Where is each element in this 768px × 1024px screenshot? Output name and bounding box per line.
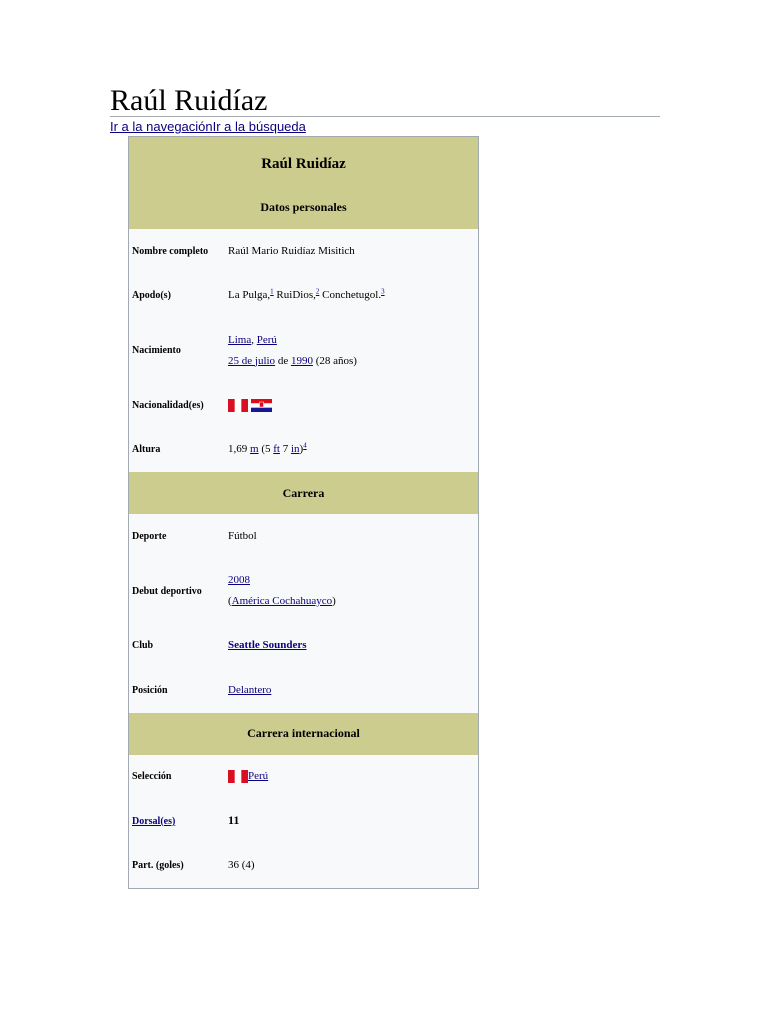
skip-to-navigation-link[interactable]: Ir a la navegación <box>110 119 213 134</box>
row-sport <box>129 514 478 559</box>
national-team-link[interactable]: Perú <box>248 770 269 783</box>
nickname-1: La Pulga, <box>228 289 271 302</box>
value-height <box>228 439 478 460</box>
section-personal-data: Datos personales <box>129 187 478 229</box>
nickname-2: RuiDios, <box>273 289 316 302</box>
height-number: 1,69 <box>228 443 250 456</box>
skip-to-search-link[interactable]: Ir a la búsqueda <box>212 119 306 134</box>
row-full-name <box>129 229 478 274</box>
label-position: Posición <box>132 684 168 696</box>
position-link[interactable]: Delantero <box>228 683 272 696</box>
label-sport: Deporte <box>132 530 167 542</box>
inch-unit-link[interactable]: in <box>290 443 300 456</box>
ref-3-link[interactable]: 3 <box>381 287 385 296</box>
height-open: (5 <box>258 443 274 456</box>
shirt-number: 11 <box>228 813 240 828</box>
page-title: Raúl Ruidíaz <box>110 84 268 117</box>
height-mid: 7 <box>279 443 291 456</box>
debut-open: ( <box>228 595 232 607</box>
birth-date-link[interactable]: 25 de julio <box>228 354 276 367</box>
birth-country-link[interactable]: Perú <box>256 333 277 346</box>
meter-unit-link[interactable]: m <box>250 443 259 456</box>
skip-links <box>110 119 306 135</box>
row-debut <box>129 559 478 624</box>
label-nicknames: Apodo(s) <box>132 290 171 302</box>
row-shirt-number <box>129 799 478 844</box>
nickname-3: Conchetugol. <box>319 289 382 302</box>
row-position <box>129 668 478 713</box>
value-birth <box>228 330 478 372</box>
row-nationality <box>129 383 478 428</box>
row-birth <box>129 318 478 383</box>
row-nicknames <box>129 274 478 319</box>
debut-year-link[interactable]: 2008 <box>228 574 250 586</box>
row-caps-goals <box>129 844 478 889</box>
value-caps-goals: 36 (4) <box>228 859 255 872</box>
row-national-team <box>129 755 478 800</box>
value-sport: Fútbol <box>228 529 257 542</box>
ref-4-link[interactable]: 4 <box>303 441 307 450</box>
row-height <box>129 428 478 473</box>
value-full-name: Raúl Mario Ruidíaz Misitich <box>228 244 355 257</box>
birth-year-link[interactable]: 1990 <box>290 354 313 367</box>
ref-2-link[interactable]: 2 <box>315 287 320 296</box>
height-close: ) <box>299 443 304 456</box>
label-height: Altura <box>132 444 161 456</box>
infobox <box>128 136 479 889</box>
value-nicknames <box>228 285 478 306</box>
peru-flag-icon <box>228 770 248 783</box>
birth-age: (28 años) <box>312 354 357 367</box>
value-debut <box>228 570 478 612</box>
title-divider <box>110 116 660 117</box>
label-debut: Debut deportivo <box>132 585 202 597</box>
row-club <box>129 624 478 669</box>
ref-1-link[interactable]: 1 <box>270 287 274 296</box>
infobox-title: Raúl Ruidíaz <box>129 137 478 187</box>
debut-club-link[interactable]: América Cochahuayco <box>231 595 333 607</box>
birth-city-link[interactable]: Lima <box>228 333 252 346</box>
peru-flag-icon <box>228 399 248 412</box>
section-international-career: Carrera internacional <box>129 713 478 755</box>
birth-de-text: de <box>275 354 291 367</box>
label-shirt-number-cell <box>129 816 228 827</box>
label-club: Club <box>132 640 154 652</box>
shirt-number-label-link[interactable]: Dorsal(es) <box>132 815 176 827</box>
debut-close: ) <box>332 595 336 607</box>
value-shirt-number <box>228 810 478 832</box>
section-career: Carrera <box>129 472 478 514</box>
value-national-team <box>228 766 478 787</box>
value-position <box>228 680 478 701</box>
croatia-flag-icon <box>251 399 272 412</box>
label-national-team: Selección <box>132 771 172 783</box>
label-full-name: Nombre completo <box>132 245 209 257</box>
birth-separator: , <box>251 333 257 346</box>
value-nationality <box>228 395 478 416</box>
label-birth: Nacimiento <box>132 345 181 356</box>
label-nationality: Nacionalidad(es) <box>132 399 204 411</box>
value-club <box>228 635 478 656</box>
label-caps-goals: Part. (goles) <box>132 860 184 872</box>
feet-unit-link[interactable]: ft <box>273 443 280 456</box>
club-link[interactable]: Seattle Sounders <box>228 639 307 652</box>
